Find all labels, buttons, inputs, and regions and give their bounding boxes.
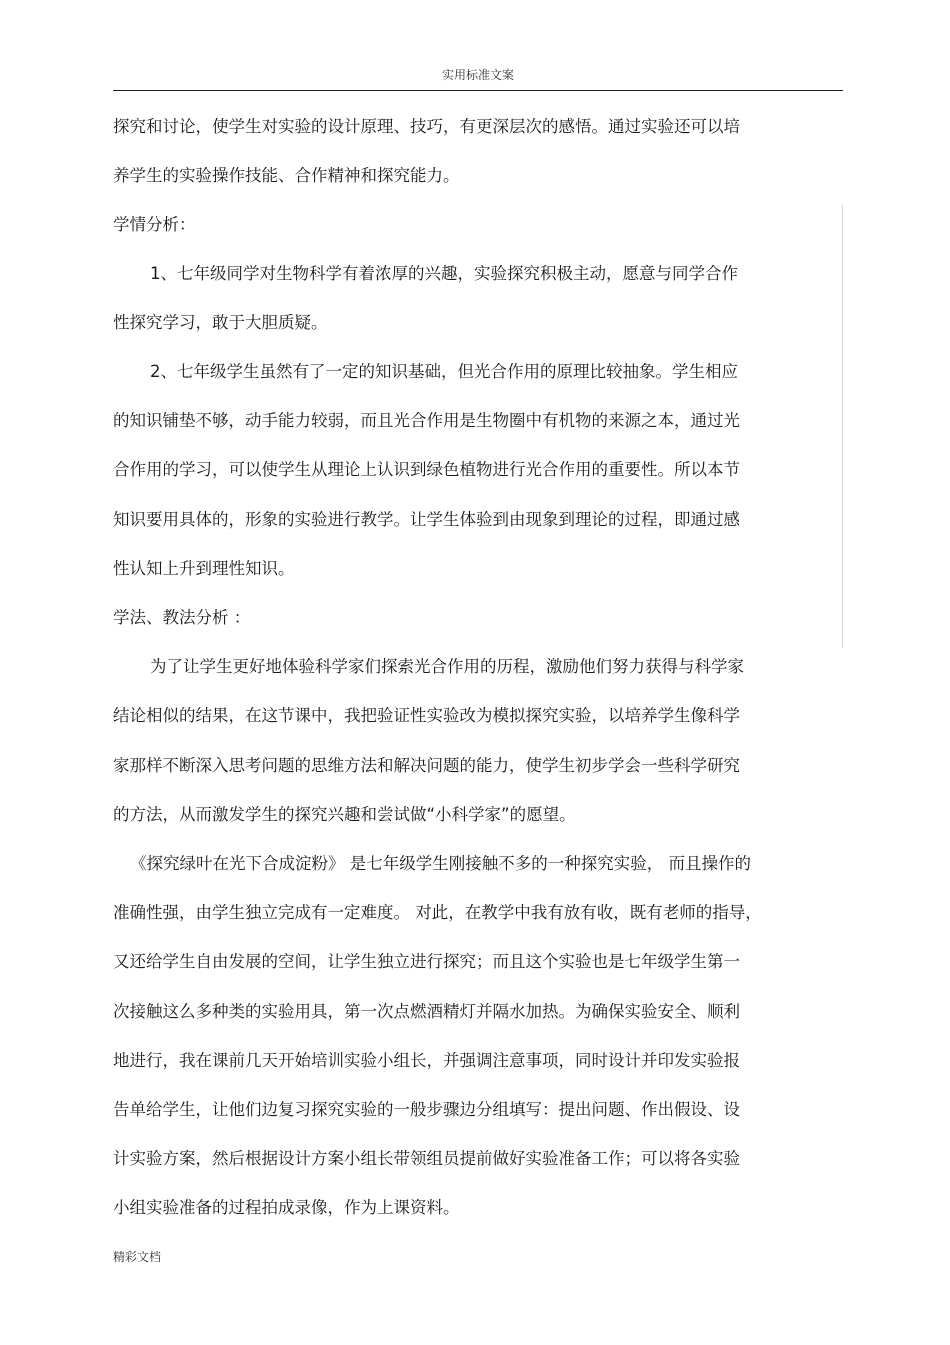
page-header: 实用标准文案 (441, 68, 514, 82)
body-line: 小组实验准备的过程拍成录像，作为上课资料。 (113, 1198, 460, 1217)
body-line: 知识要用具体的，形象的实验进行教学。让学生体验到由现象到理论的过程，即通过感 (113, 510, 740, 529)
body-line: 为了让学生更好地体验科学家们探索光合作用的历程，激励他们努力获得与科学家 (150, 657, 744, 676)
body-line: 结论相似的结果，在这节课中，我把验证性实验改为模拟探究实验，以培养学生像科学 (113, 706, 740, 725)
body-line: 计实验方案，然后根据设计方案小组长带领组员提前做好实验准备工作；可以将各实验 (113, 1149, 740, 1168)
header-divider (113, 90, 843, 91)
body-line: 告单给学生，让他们边复习探究实验的一般步骤边分组填写：提出问题、作出假设、设 (113, 1100, 740, 1119)
body-line: 合作用的学习，可以使学生从理论上认识到绿色植物进行光合作用的重要性。所以本节 (113, 460, 740, 479)
body-line: 的知识铺垫不够，动手能力较弱，而且光合作用是生物圈中有机物的来源之本，通过光 (113, 411, 740, 430)
body-line: 1、七年级同学对生物科学有着浓厚的兴趣，实验探究积极主动，愿意与同学合作 (150, 264, 738, 283)
body-line: 探究和讨论，使学生对实验的设计原理、技巧，有更深层次的感悟。通过实验还可以培 (113, 117, 740, 136)
body-line: 又还给学生自由发展的空间，让学生独立进行探究；而且这个实验也是七年级学生第一 (113, 952, 740, 971)
body-line: 性认知上升到理性知识。 (113, 559, 295, 578)
section-heading: 学法、教法分析 ： (113, 608, 251, 627)
body-line: 家那样不断深入思考问题的思维方法和解决问题的能力，使学生初步学会一些科学研究 (113, 756, 740, 775)
body-line: 养学生的实验操作技能、合作精神和探究能力。 (113, 166, 460, 185)
body-line: 性探究学习，敢于大胆质疑。 (113, 313, 328, 332)
body-line: 次接触这么多种类的实验用具，第一次点燃酒精灯并隔水加热。为确保实验安全、顺利 (113, 1002, 740, 1021)
body-line: 《探究绿叶在光下合成淀粉》 是七年级学生刚接触不多的一种探究实验， 而且操作的 (130, 854, 751, 873)
page-footer: 精彩文档 (113, 1250, 162, 1264)
body-line: 准确性强，由学生独立完成有一定难度。 对此，在教学中我有放有收，既有老师的指导， (113, 903, 762, 922)
section-heading: 学情分析： (113, 215, 196, 234)
margin-divider (842, 205, 843, 648)
body-line: 地进行，我在课前几天开始培训实验小组长，并强调注意事项，同时设计并印发实验报 (113, 1051, 740, 1070)
body-line: 的方法，从而激发学生的探究兴趣和尝试做“小科学家”的愿望。 (113, 805, 576, 824)
body-line: 2、七年级学生虽然有了一定的知识基础，但光合作用的原理比较抽象。学生相应 (150, 362, 738, 381)
